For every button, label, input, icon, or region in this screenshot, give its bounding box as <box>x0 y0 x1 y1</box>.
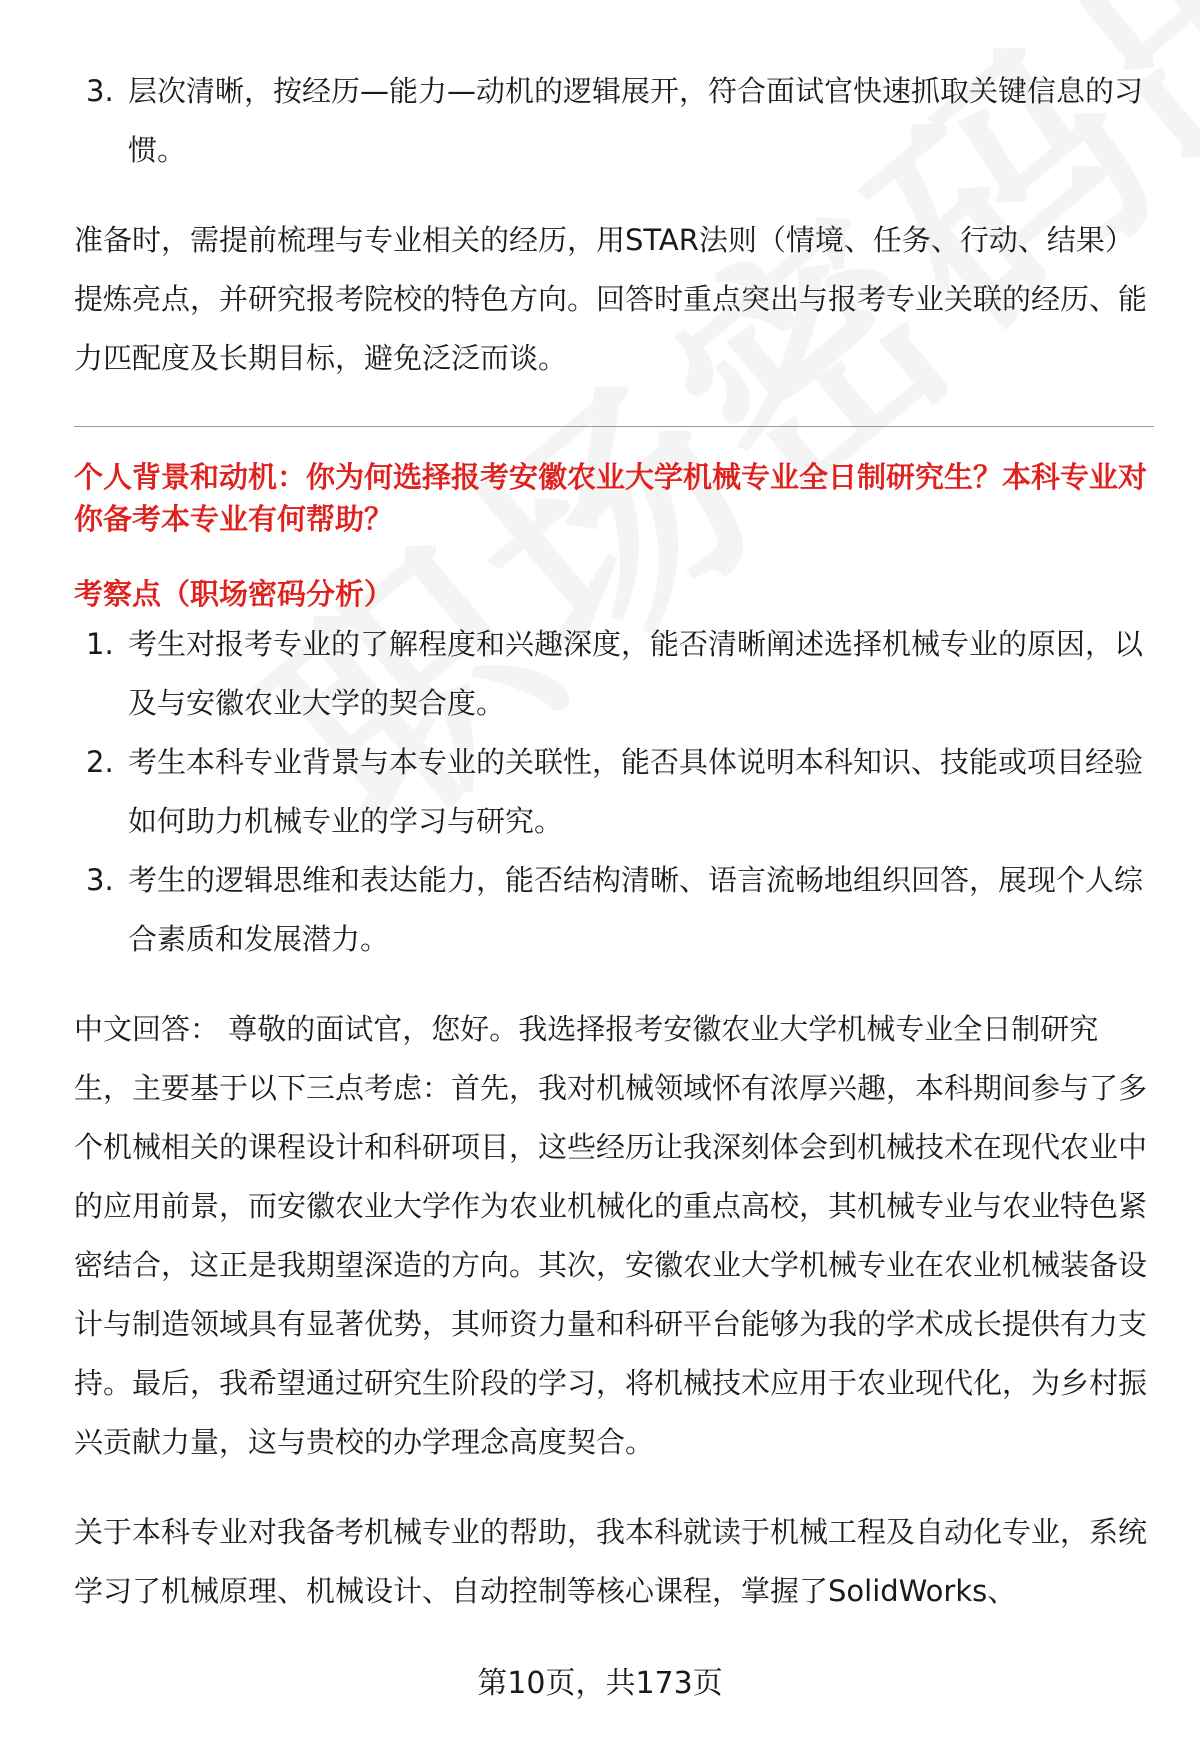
section-divider <box>74 426 1154 427</box>
prep-paragraph: 准备时，需提前梳理与专业相关的经历，用STAR法则（情境、任务、行动、结果）提炼亮点，并研究报考院校的特色方向。回答时重点突出与报考专业关联的经历、能力匹配度及长期目标，避免泛泛而谈。 <box>74 223 1148 375</box>
list-text: 考生对报考专业的了解程度和兴趣深度，能否清晰阐述选择机械专业的原因，以及与安徽农业大学的契合度。 <box>128 627 1144 720</box>
list-item <box>74 851 1154 969</box>
answer-paragraph: 中文回答： 尊敬的面试官，您好。我选择报考安徽农业大学机械专业全日制研究生，主要基于以下三点考虑：首先，我对机械领域怀有浓厚兴趣，本科期间参与了多个机械相关的课程设计和科研项目，这些经历让我深刻体会到机械技术在现代农业中的应用前景，而安徽农业大学作为农业机械化的重点高校，其机械专业与农业特色紧密结合，这正是我期望深造的方向。其次，安徽农业大学机械专业在农业机械装备设计与制造领域具有显著优势，其师资力量和科研平台能够为我的学术成长提供有力支持。最后，我希望通过研究生阶段的学习，将机械技术应用于农业现代化，为乡村振兴贡献力量，这与贵校的办学理念高度契合。 <box>74 1012 1148 1459</box>
undergrad-paragraph: 关于本科专业对我备考机械专业的帮助，我本科就读于机械工程及自动化专业，系统学习了机械原理、机械设计、自动控制等核心课程，掌握了SolidWorks、 <box>74 1515 1148 1608</box>
page-content <box>74 62 1154 1621</box>
list-number: 3. <box>86 863 114 897</box>
list-number: 3. <box>86 74 114 108</box>
list-item <box>74 733 1154 851</box>
points-list <box>74 615 1154 969</box>
list-number: 1. <box>86 627 114 661</box>
list-text: 考生本科专业背景与本专业的关联性，能否具体说明本科知识、技能或项目经验如何助力机械专业的学习与研究。 <box>128 745 1144 838</box>
list-item <box>74 62 1154 180</box>
analysis-subheading: 考察点（职场密码分析） <box>74 577 394 611</box>
page-footer: 第10页，共173页 <box>477 1666 723 1701</box>
list-text: 考生的逻辑思维和表达能力，能否结构清晰、语言流畅地组织回答，展现个人综合素质和发展潜力。 <box>128 863 1144 956</box>
question-heading: 个人背景和动机：你为何选择报考安徽农业大学机械专业全日制研究生？本科专业对你备考本专业有何帮助？ <box>74 460 1148 536</box>
top-list <box>74 62 1154 180</box>
list-number: 2. <box>86 745 114 779</box>
list-item <box>74 615 1154 733</box>
list-text: 层次清晰，按经历—能力—动机的逻辑展开，符合面试官快速抓取关键信息的习惯。 <box>128 74 1144 167</box>
